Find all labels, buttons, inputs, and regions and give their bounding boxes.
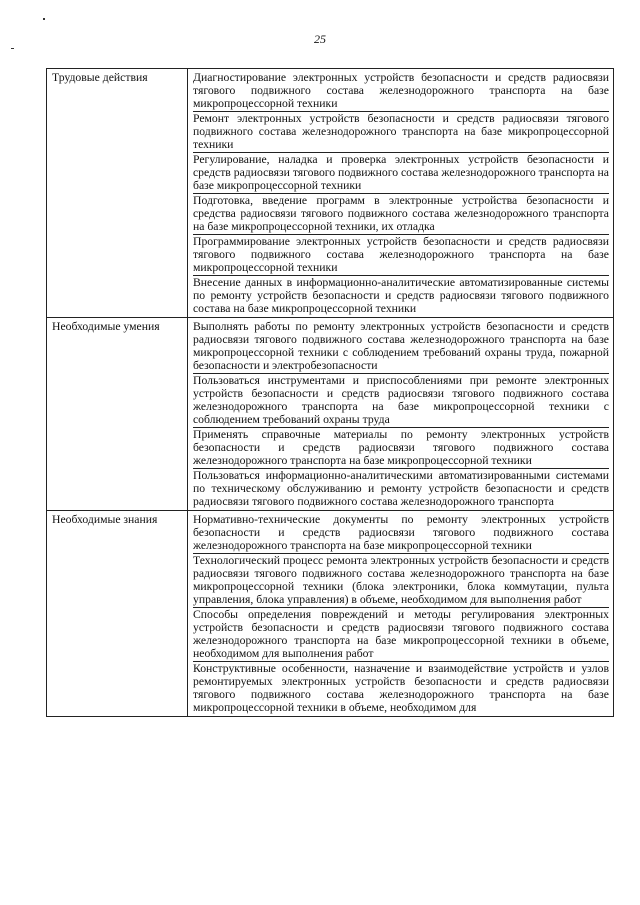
table-cell-item: Ремонт электронных устройств безопасности и средств радиосвязи тягового подвижного состава железнодорожного транспорта на базе микропроцессорной техники [193, 112, 609, 151]
table-cell-item: Выполнять работы по ремонту электронных устройств безопасности и средств радиосвязи тягового подвижного состава железнодорожного транспорта на базе микропроцессорной техники с соблюдением требований охраны труда, пожарной безопасности и электробезопасности [193, 320, 609, 372]
scan-speck [11, 48, 14, 49]
table-cell-item: Применять справочные материалы по ремонту электронных устройств безопасности и средств радиосвязи тягового подвижного состава железнодорожного транспорта на базе микропроцессорной техники [193, 428, 609, 467]
table-cell-item: Регулирование, наладка и проверка электронных устройств безопасности и средств радиосвязи тягового подвижного состава железнодорожного транспорта на базе микропроцессорной техники [193, 153, 609, 192]
table-cell-item: Внесение данных в информационно-аналитические автоматизированные системы по ремонту устройств безопасности и средств радиосвязи тягового подвижного состава на базе микропроцессорной техники [193, 276, 609, 315]
table-cell-item: Пользоваться инструментами и приспособлениями при ремонте электронных устройств безопасности и средств радиосвязи тягового подвижного состава железнодорожного транспорта на базе микропроцессорной техники с соблюдением требований охраны труда [193, 374, 609, 426]
table-cell-item: Программирование электронных устройств безопасности и средств радиосвязи тягового подвижного состава железнодорожного транспорта на базе микропроцессорной техники [193, 235, 609, 274]
row-heading: Трудовые действия [47, 69, 188, 318]
table-cell-item: Подготовка, введение программ в электронные устройства безопасности и средства радиосвязи тягового подвижного состава железнодорожного транспорта на базе микропроцессорной техники, их отладка [193, 194, 609, 233]
table-cell-item: Способы определения повреждений и методы регулирования электронных устройств безопасности и средств радиосвязи тягового подвижного состава железнодорожного транспорта на базе микропроцессорной техники в объеме, необходимом для выполнения работ [193, 608, 609, 660]
table-cell-item: Конструктивные особенности, назначение и взаимодействие устройств и узлов ремонтируемых электронных устройств безопасности и средств радиосвязи тягового подвижного состава железнодорожного транспорта на базе микропроцессорной техники в объеме, необходимом для [193, 662, 609, 714]
table-row-labor-actions [47, 69, 614, 318]
row-content [188, 69, 614, 318]
table-cell-item: Пользоваться информационно-аналитическими автоматизированными системами по техническому обслуживанию и ремонту устройств безопасности и средств радиосвязи тягового подвижного состава железнодорожного транспорта [193, 469, 609, 508]
table-cell-item: Технологический процесс ремонта электронных устройств безопасности и средств радиосвязи тягового подвижного состава железнодорожного транспорта на базе микропроцессорной техники (блока электроники, блока коммутации, пульта управления, блока управления) в объеме, необходимом для выполнения работ [193, 554, 609, 606]
row-heading: Необходимые знания [47, 511, 188, 717]
row-content [188, 318, 614, 511]
table-row-required-knowledge [47, 511, 614, 717]
competency-table [46, 68, 614, 717]
table-cell-item: Нормативно-технические документы по ремонту электронных устройств безопасности и средств радиосвязи тягового подвижного состава железнодорожного транспорта на базе микропроцессорной техники [193, 513, 609, 552]
row-content [188, 511, 614, 717]
table-cell-item: Диагностирование электронных устройств безопасности и средств радиосвязи тягового подвижного состава железнодорожного транспорта на базе микропроцессорной техники [193, 71, 609, 110]
row-heading: Необходимые умения [47, 318, 188, 511]
page-number: 25 [314, 32, 326, 46]
table-row-required-skills [47, 318, 614, 511]
scan-speck [43, 18, 45, 20]
